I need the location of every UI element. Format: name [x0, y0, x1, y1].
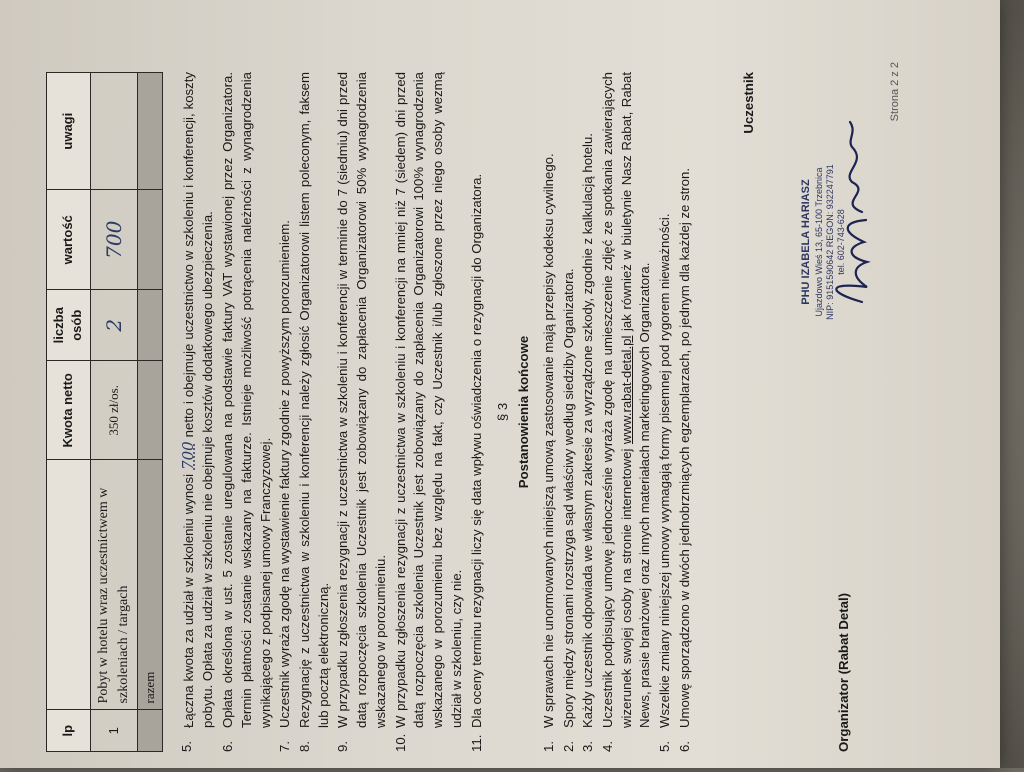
list-item-number: 7. [277, 741, 293, 752]
list-item-number: 5. [657, 741, 673, 752]
list-item [468, 72, 487, 752]
list-item [599, 72, 655, 752]
pricing-table [46, 72, 163, 752]
stamp-phone: tel. 602-743-628 [836, 209, 847, 275]
terms-list [178, 72, 486, 752]
table-header-kwota: Kwota netto [47, 361, 91, 460]
handwritten-amount: 700 [179, 441, 197, 470]
table-header-wartosc: wartość [47, 190, 91, 290]
table-cell-sum-label: razem [137, 460, 162, 710]
list-item [334, 72, 390, 752]
list-item-text: Uczestnik wyraża zgodę na wystawienie faktury zgodnie z powyższym porozumieniem. [277, 220, 293, 728]
website-link[interactable]: www.rabat-detal.pl [618, 335, 634, 445]
table-header-row [47, 73, 91, 752]
stamp-address: Ujazdowo Wieś 13, 65-100 Trzebnica [813, 167, 824, 317]
table-cell-empty [137, 710, 162, 752]
table-sum-row [137, 73, 162, 752]
table-cell-kwota: 350 zł/os. [90, 361, 137, 460]
section-mark: § 3 [495, 402, 511, 422]
table-cell-empty [137, 73, 162, 190]
list-item [392, 72, 467, 752]
table-cell-empty [137, 361, 162, 460]
list-item-text: Spory między stronami rozstrzyga sąd właściwy według siedziby Organizatora. [560, 268, 576, 728]
list-item [579, 72, 598, 752]
document-page [20, 32, 900, 772]
organizer-label: Organizator (Rabat Detal) [836, 592, 851, 752]
list-item-text: Łączna kwota za udział w szkoleniu wynosi [181, 469, 196, 728]
page-number: Strona 2 z 2 [889, 62, 902, 122]
list-item-number: 11. [468, 734, 484, 752]
signature-area [740, 72, 890, 752]
list-item-text: Umowę sporządzono w dwóch jednobrzmiących egzemplarzach, po jednym dla każdej ze stron. [676, 167, 692, 728]
list-item-number: 6. [676, 741, 692, 752]
list-item-text: Opłata określona w ust. 5 zostanie uregulowana na podstawie faktury VAT wystawionej przez Organizatora. Termin płatności zostanie wskazany na fakturze. Istnieje możliwość potrącenia należności z wynagrodzenia wynikającego z podpisanej umowy Franczyzowej. [220, 72, 273, 728]
list-item [296, 72, 333, 752]
list-item-text: Uczestnik podpisujący umowę jednocześnie wyraża zgodę na umieszczenie zdjęć ze spotkania zawierających wizerunek swojej osoby na stronie internetowej [599, 72, 634, 728]
list-item [276, 72, 295, 752]
list-item-text: W przypadku zgłoszenia rezygnacji z uczestnictwa w szkoleniu i konferencji na mniej niż 7 (siedem) dni przed datą rozpoczęcia szkolenia Uczestnik jest zobowiązany do zapłacenia Organizatorowi 100% wynagrodzenia wskazanego w porozumieniu bez względu na fakt, czy Uczestnik i/lub zgłoszone przez niego osoby wezmą udział w szkoleniu, czy nie. [392, 72, 464, 728]
list-item-number: 10. [392, 733, 408, 752]
list-item-number: 1. [540, 741, 556, 752]
list-item-number: 5. [179, 741, 194, 752]
list-item-text: Wszelkie zmiany niniejszej umowy wymagają formy pisemnej pod rygorem nieważności. [657, 213, 673, 728]
list-item-text: Dla oceny terminu rezygnacji liczy się data wpływu oświadczenia o rezygnacji do Organizatora. [468, 173, 484, 728]
table-cell-description: Pobyt w hotelu wraz uczestnictwem w szkoleniach / targach [90, 460, 137, 710]
list-item [676, 72, 695, 752]
list-item-number: 9. [335, 741, 351, 752]
table-cell-uwagi [90, 73, 137, 190]
final-provisions-list [540, 72, 695, 752]
list-item-text: Rezygnację z uczestnictwa w szkoleniu i konferencji należy zgłosić Organizatorowi listem poleconym, faksem lub pocztą elektroniczną. [296, 72, 331, 728]
stamp-name: PHU IZABELA HARIASZ [800, 179, 812, 305]
list-item [560, 72, 579, 752]
list-item-text: netto i obejmuje uczestnictwo w szkoleniu i konferencji, koszty pobytu. Opłata za udział w szkoleniu nie obejmuje kosztów dodatkowego ubezpieczenia. [181, 72, 216, 728]
list-item-text: jak również w biuletynie Nasz Rabat, Rabat News, prasie branżowej oraz innych materiałach marketingowych Organizatora. [618, 72, 653, 728]
table-cell-liczba: 2 [90, 290, 137, 361]
list-item [178, 72, 218, 752]
list-item [219, 72, 275, 752]
list-item-number: 8. [296, 741, 312, 752]
table-header-lp: lp [47, 710, 91, 752]
table-header-empty [47, 460, 91, 710]
list-item-number: 4. [599, 741, 615, 752]
table-cell-wartosc: 700 [90, 190, 137, 290]
list-item-text: W przypadku zgłoszenia rezygnacji z uczestnictwa w szkoleniu i konferencji w terminie do 7 (siedmiu) dni przed datą rozpoczęcia szkolenia Uczestnik jest zobowiązany do zapłacenia Organizatorowi 50% wynagrodzenia wskazanego w porozumieniu. [335, 72, 388, 728]
section-title: Postanowienia końcowe [516, 335, 532, 489]
list-item-number: 6. [220, 741, 236, 752]
stamp-ids: NIP: 9151590642 REGON: 932247791 [825, 164, 835, 320]
list-item-text: Każdy uczestnik odpowiada we własnym zakresie za wyrządzone szkody, zgodnie z kalkulacją hotelu. [580, 133, 596, 728]
list-item [656, 72, 675, 752]
handwritten-signature [822, 112, 882, 312]
document-body [178, 72, 696, 752]
table-row [90, 73, 137, 752]
participant-label: Uczestnik [741, 72, 756, 134]
table-header-uwagi: uwagi [47, 73, 91, 190]
table-cell-lp: 1 [90, 710, 137, 752]
table-header-liczba: liczba osób [47, 290, 91, 361]
table-cell-empty [137, 290, 162, 361]
list-item [540, 72, 559, 752]
list-item-text: W sprawach nie unormowanych niniejszą umową zastosowanie mają przepisy kodeksu cywilnego. [540, 153, 556, 728]
list-item-number: 3. [580, 741, 596, 752]
list-item-number: 2. [560, 741, 576, 752]
table-cell-empty [137, 190, 162, 290]
